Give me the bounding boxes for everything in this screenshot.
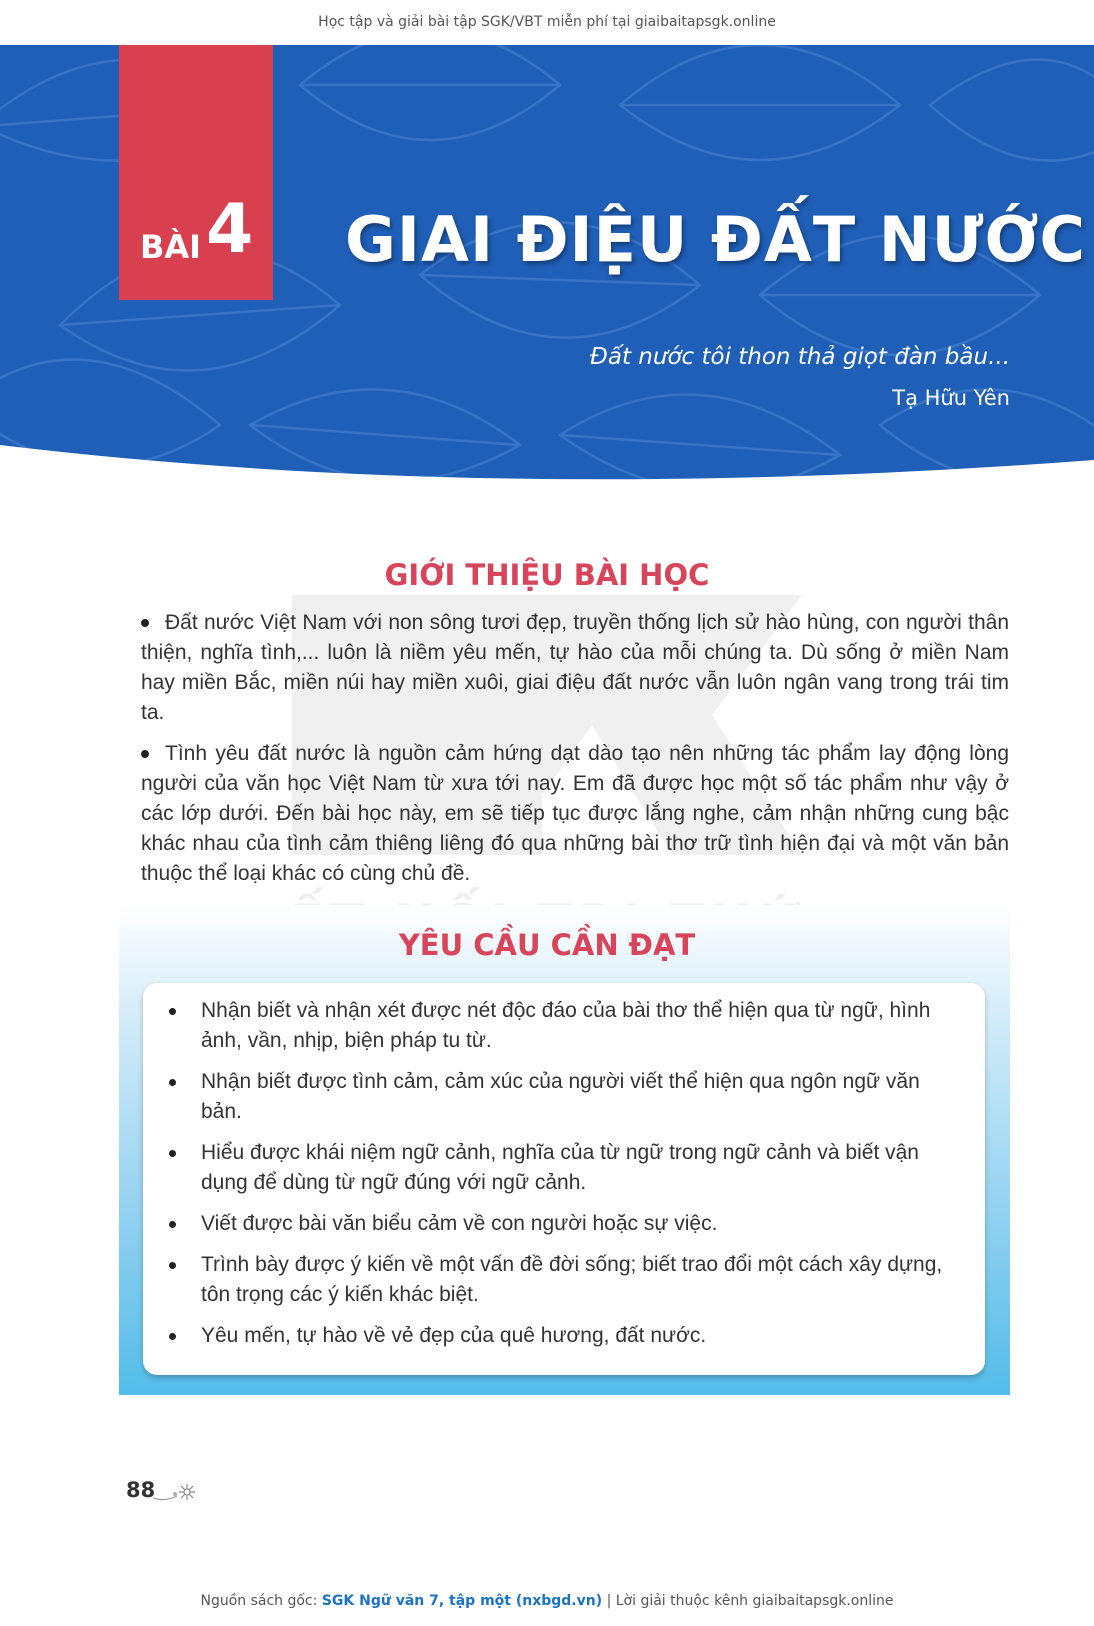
requirement-text: Trình bày được ý kiến về một vấn đề đời sống; biết trao đổi một cách xây dựng, tôn trọng các ý kiến khác biệt. xyxy=(201,1253,943,1306)
requirement-item xyxy=(169,1321,959,1351)
intro-heading: GIỚI THIỆU BÀI HỌC xyxy=(384,558,710,592)
bullet-dot xyxy=(169,1262,176,1269)
epigraph-author: Tạ Hữu Yên xyxy=(892,386,1010,410)
bullet-dot xyxy=(169,1150,176,1157)
footer-note xyxy=(0,1593,1094,1609)
intro-paragraph xyxy=(141,739,1009,889)
lesson-label: BÀI xyxy=(140,228,202,266)
header-note: Học tập và giải bài tập SGK/VBT miễn phí tại giaibaitapsgk.online xyxy=(318,14,776,30)
requirement-text: Hiểu được khái niệm ngữ cảnh, nghĩa của từ ngữ trong ngữ cảnh và biết vận dụng để dùng từ ngữ đúng với ngữ cảnh. xyxy=(201,1141,919,1194)
bullet-dot xyxy=(169,1008,176,1015)
requirement-item xyxy=(169,1250,959,1310)
bullet-dot xyxy=(169,1333,176,1340)
epigraph: Đất nước tôi thon thả giọt đàn bầu... xyxy=(590,344,1010,370)
requirement-text: Yêu mến, tự hào về vẻ đẹp của quê hương, đất nước. xyxy=(201,1324,707,1347)
requirement-text: Nhận biết được tình cảm, cảm xúc của người viết thể hiện qua ngôn ngữ văn bản. xyxy=(201,1070,920,1123)
requirements-card xyxy=(143,983,985,1375)
bullet-dot xyxy=(169,1221,176,1228)
bullet-dot xyxy=(141,750,149,758)
intro-paragraph-text: Tình yêu đất nước là nguồn cảm hứng dạt dào tạo nên những tác phẩm lay động lòng người của văn học Việt Nam từ xưa tới nay. Em đã được học một số tác phẩm như vậy ở các lớp dưới. Đến bài học này, em sẽ tiếp tục được lắng nghe, cảm nhận những cung bậc khác nhau của tình cảm thiêng liêng đó qua những bài thơ trữ tình hiện đại và một văn bản thuộc thể loại khác có cùng chủ đề. xyxy=(141,742,1009,885)
bullet-dot xyxy=(169,1079,176,1086)
intro-paragraph xyxy=(141,608,1009,728)
requirement-item xyxy=(169,1138,959,1198)
requirement-text: Nhận biết và nhận xét được nét độc đáo của bài thơ thể hiện qua từ ngữ, hình ảnh, vần, nhịp, biện pháp tu từ. xyxy=(201,999,931,1052)
lesson-title: GIAI ĐIỆU ĐẤT NƯỚC xyxy=(345,203,1087,276)
requirement-item xyxy=(169,1209,959,1239)
page-number: 88 xyxy=(126,1478,156,1502)
footer-suffix: | Lời giải thuộc kênh giaibaitapsgk.online xyxy=(602,1593,894,1609)
lesson-number: 4 xyxy=(206,190,254,269)
flower-ornament-icon xyxy=(153,1480,199,1504)
requirement-text: Viết được bài văn biểu cảm về con người hoặc sự việc. xyxy=(201,1212,718,1235)
footer-prefix: Nguồn sách gốc: xyxy=(200,1593,322,1609)
requirement-item xyxy=(169,996,959,1056)
source-link[interactable]: SGK Ngữ văn 7, tập một (nxbgd.vn) xyxy=(321,1593,603,1609)
requirement-item xyxy=(169,1067,959,1127)
requirements-list xyxy=(169,996,959,1362)
bullet-dot xyxy=(141,619,149,627)
intro-paragraph-text: Đất nước Việt Nam với non sông tươi đẹp, truyền thống lịch sử hào hùng, con người thân thiện, nghĩa tình,... luôn là niềm yêu mến, tự hào của mỗi chúng ta. Dù sống ở miền Nam hay miền Bắc, miền núi hay miền xuôi, giai điệu đất nước vẫn luôn ngân vang trong trái tim ta. xyxy=(141,611,1009,724)
requirements-heading: YÊU CẦU CẦN ĐẠT xyxy=(398,928,696,962)
